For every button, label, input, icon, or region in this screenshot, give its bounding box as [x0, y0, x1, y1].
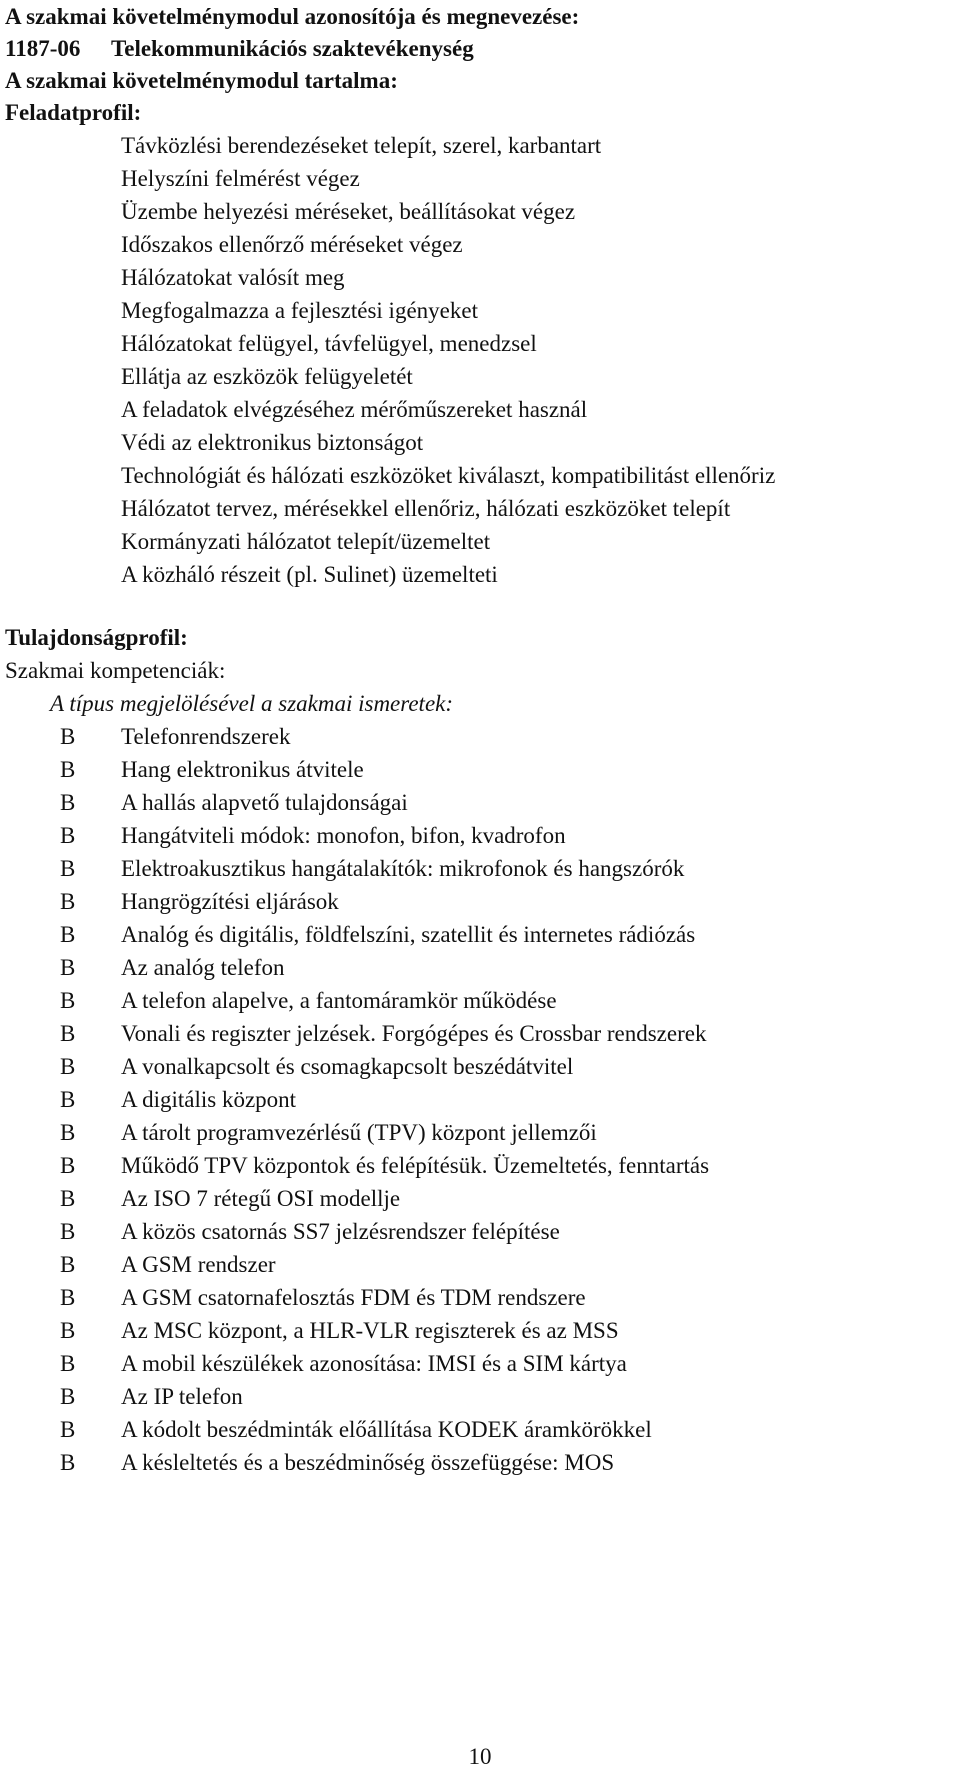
knowledge-text: A telefon alapelve, a fantomáramkör működése — [121, 988, 557, 1013]
knowledge-text: Elektroakusztikus hangátalakítók: mikrofonok és hangszórók — [121, 856, 685, 881]
task-item: Hálózatokat felügyel, távfelügyel, menedzsel — [121, 331, 537, 356]
knowledge-text: Telefonrendszerek — [121, 724, 291, 749]
knowledge-text: A közös csatornás SS7 jelzésrendszer felépítése — [121, 1219, 560, 1244]
task-item: Távközlési berendezéseket telepít, szerel, karbantart — [121, 133, 602, 158]
module-name: Telekommunikációs szaktevékenység — [111, 36, 474, 61]
knowledge-code: B — [60, 1054, 76, 1079]
knowledge-text: A digitális központ — [121, 1087, 297, 1112]
knowledge-code: B — [60, 1285, 76, 1310]
task-profile-label: Feladatprofil: — [5, 100, 142, 125]
knowledge-code: B — [60, 988, 76, 1013]
knowledge-code: B — [60, 922, 76, 947]
knowledge-code: B — [60, 790, 76, 815]
knowledge-text: A tárolt programvezérlésű (TPV) központ jellemzői — [121, 1120, 597, 1145]
task-item: Időszakos ellenőrző méréseket végez — [121, 232, 463, 257]
knowledge-text: Hangrögzítési eljárások — [121, 889, 339, 914]
knowledge-text: A mobil készülékek azonosítása: IMSI és a SIM kártya — [121, 1351, 627, 1376]
knowledge-code: B — [60, 1318, 76, 1343]
task-item: A közháló részeit (pl. Sulinet) üzemelteti — [121, 562, 498, 587]
knowledge-text: Vonali és regiszter jelzések. Forgógépes és Crossbar rendszerek — [121, 1021, 707, 1046]
knowledge-code: B — [60, 1417, 76, 1442]
task-item: Kormányzati hálózatot telepít/üzemeltet — [121, 529, 491, 554]
page-number: 10 — [468, 1744, 492, 1769]
knowledge-text: A GSM csatornafelosztás FDM és TDM rendszere — [121, 1285, 586, 1310]
task-item: Ellátja az eszközök felügyeletét — [121, 364, 413, 389]
knowledge-code: B — [60, 1186, 76, 1211]
task-item: Megfogalmazza a fejlesztési igényeket — [121, 298, 478, 323]
knowledge-code: B — [60, 1219, 76, 1244]
knowledge-code: B — [60, 889, 76, 914]
knowledge-text: A kódolt beszédminták előállítása KODEK áramkörökkel — [121, 1417, 652, 1442]
knowledge-intro: A típus megjelölésével a szakmai ismeretek: — [50, 691, 454, 716]
knowledge-code: B — [60, 724, 76, 749]
task-item: Védi az elektronikus biztonságot — [121, 430, 424, 455]
knowledge-text: Az MSC központ, a HLR-VLR regiszterek és az MSS — [121, 1318, 619, 1343]
module-title: A szakmai követelménymodul azonosítója és megnevezése: — [5, 4, 580, 29]
knowledge-code: B — [60, 823, 76, 848]
task-item: Technológiát és hálózati eszközöket kiválaszt, kompatibilitást ellenőriz — [121, 463, 776, 488]
knowledge-code: B — [60, 1120, 76, 1145]
task-item: Üzembe helyezési méréseket, beállításokat végez — [121, 199, 576, 224]
knowledge-code: B — [60, 1450, 76, 1475]
knowledge-text: Az ISO 7 rétegű OSI modellje — [121, 1186, 401, 1211]
module-code: 1187-06 — [5, 36, 81, 61]
knowledge-text: Hang elektronikus átvitele — [121, 757, 364, 782]
property-profile-title: Tulajdonságprofil: — [5, 625, 188, 650]
knowledge-code: B — [60, 1087, 76, 1112]
task-item: Hálózatot tervez, mérésekkel ellenőriz, hálózati eszközöket telepít — [121, 496, 731, 521]
knowledge-code: B — [60, 757, 76, 782]
task-item: Hálózatokat valósít meg — [121, 265, 345, 290]
knowledge-text: Működő TPV központok és felépítésük. Üzemeltetés, fenntartás — [121, 1153, 710, 1178]
task-item: Helyszíni felmérést végez — [121, 166, 360, 191]
competencies-label: Szakmai kompetenciák: — [5, 658, 226, 683]
knowledge-code: B — [60, 1153, 76, 1178]
knowledge-text: Az IP telefon — [121, 1384, 243, 1409]
knowledge-code: B — [60, 1351, 76, 1376]
knowledge-code: B — [60, 1252, 76, 1277]
knowledge-text: A hallás alapvető tulajdonságai — [121, 790, 408, 815]
knowledge-code: B — [60, 1021, 76, 1046]
knowledge-code: B — [60, 856, 76, 881]
knowledge-text: Az analóg telefon — [121, 955, 285, 980]
knowledge-text: Hangátviteli módok: monofon, bifon, kvadrofon — [121, 823, 566, 848]
knowledge-text: A vonalkapcsolt és csomagkapcsolt beszédátvitel — [121, 1054, 574, 1079]
knowledge-text: A GSM rendszer — [121, 1252, 276, 1277]
knowledge-text: Analóg és digitális, földfelszíni, szatellit és internetes rádiózás — [121, 922, 696, 947]
module-content-label: A szakmai követelménymodul tartalma: — [5, 68, 398, 93]
task-item: A feladatok elvégzéséhez mérőműszereket használ — [121, 397, 588, 422]
knowledge-text: A késleltetés és a beszédminőség összefüggése: MOS — [121, 1450, 615, 1475]
knowledge-code: B — [60, 1384, 76, 1409]
knowledge-code: B — [60, 955, 76, 980]
